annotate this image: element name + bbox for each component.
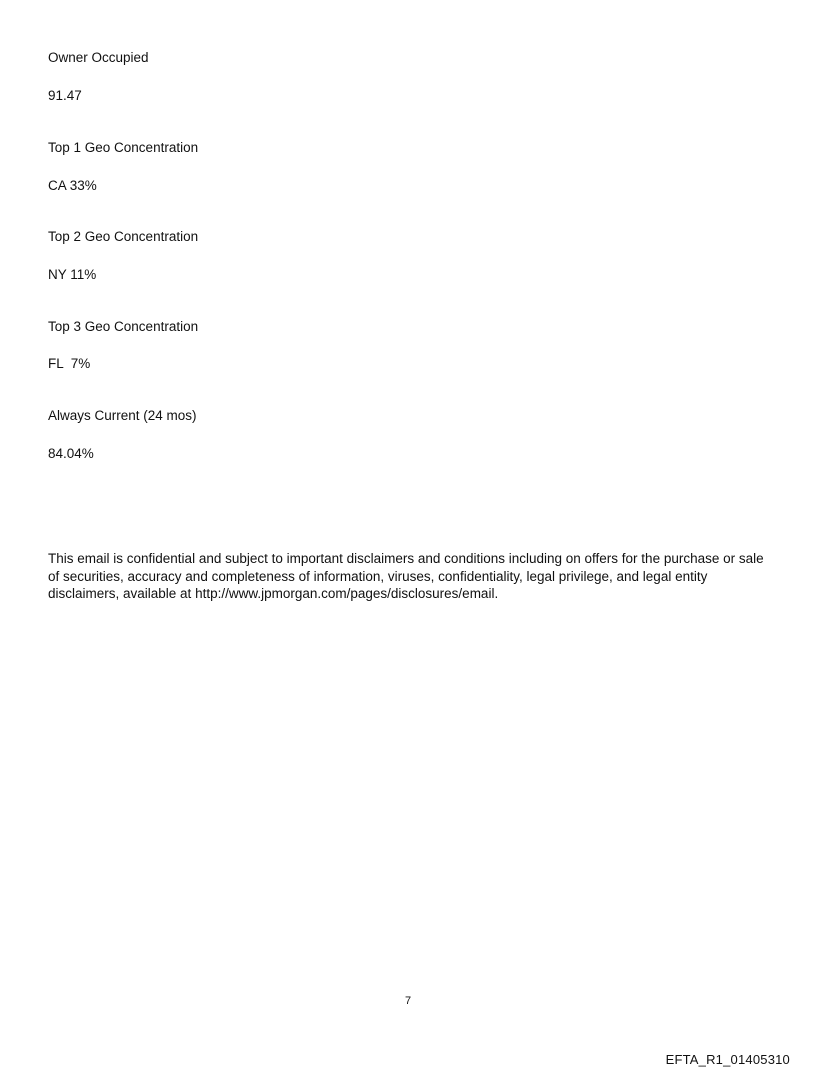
field-top1-geo-label: Top 1 Geo Concentration [48, 140, 199, 155]
document-id: EFTA_R1_01405310 [665, 1052, 790, 1067]
field-top3-geo-value: FL 7% [48, 356, 91, 371]
field-always-current-label: Always Current (24 mos) [48, 408, 197, 423]
field-owner-occupied-label: Owner Occupied [48, 50, 149, 65]
page-number: 7 [404, 995, 412, 1007]
email-disclaimer: This email is confidential and subject to important disclaimers and conditions including on offers for the purchase or sale of securities, accuracy and completeness of information, viruses, confidentiality, legal privilege, and legal entity disclaimers, available at http://www.jpmorgan.com/pages/disclosures/email. [48, 551, 764, 601]
field-always-current-value: 84.04% [48, 446, 94, 461]
field-top3-geo-label: Top 3 Geo Concentration [48, 319, 199, 334]
field-owner-occupied-value: 91.47 [48, 88, 82, 103]
field-top2-geo-label: Top 2 Geo Concentration [48, 229, 199, 244]
field-top1-geo-value: CA 33% [48, 178, 97, 193]
field-top2-geo-value: NY 11% [48, 267, 97, 282]
